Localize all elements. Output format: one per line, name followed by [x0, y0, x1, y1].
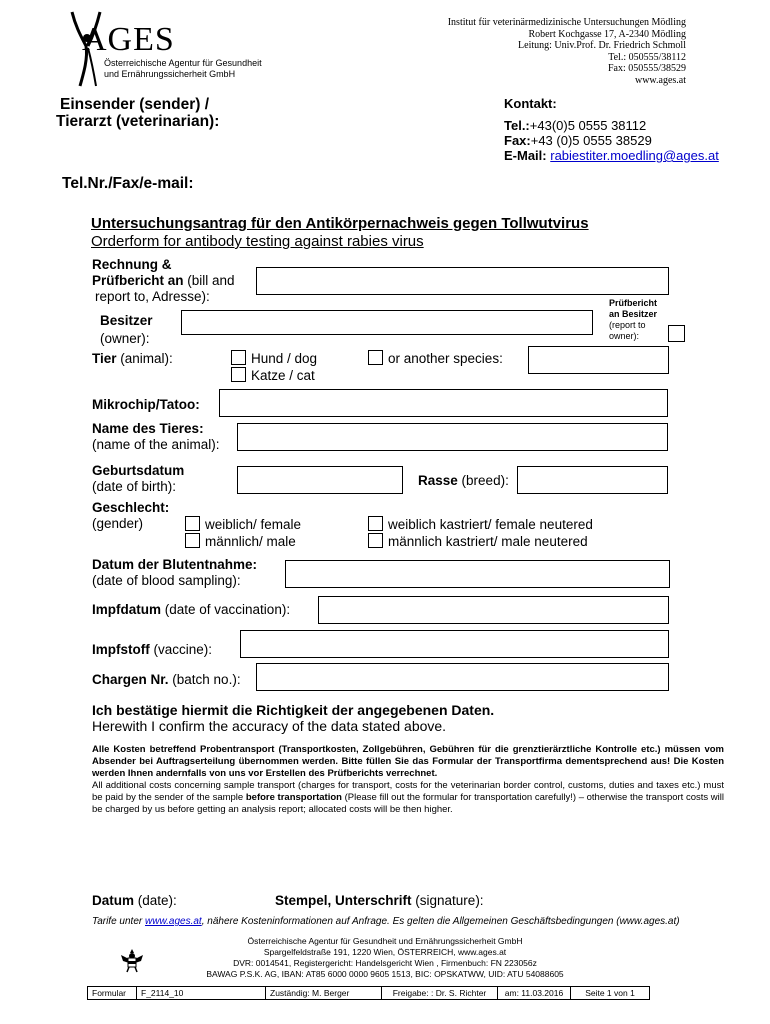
batch-label: Chargen Nr. (batch no.): — [92, 672, 241, 687]
breed-label: Rasse (breed): — [418, 473, 509, 488]
signature-label: Stempel, Unterschrift (signature): — [275, 893, 484, 908]
footer-date: am: 11.03.2016 — [498, 987, 571, 1000]
owner-label: Besitzer (owner): — [100, 313, 153, 346]
female-label: weiblich/ female — [205, 517, 302, 532]
vaccination-date-label: Impfdatum (date of vaccination): — [92, 602, 291, 617]
breed-field[interactable] — [517, 466, 668, 494]
animal-name-label: Name des Tieres: (name of the animal): — [92, 421, 220, 452]
microchip-field[interactable] — [219, 389, 668, 417]
footer-form-id: F_2114_10 — [137, 987, 266, 1000]
other-species-field[interactable] — [528, 346, 669, 374]
report-to-owner-label: Prüfbericht an Besitzer (report to owner): — [609, 298, 658, 341]
contact-info-label: Tel.Nr./Fax/e-mail: — [62, 175, 194, 192]
animal-name-field[interactable] — [237, 423, 668, 451]
sender-heading: Einsender (sender) / Tierarzt (veterinarian): — [56, 96, 220, 130]
cat-label: Katze / cat — [251, 368, 315, 383]
birth-date-label: Geburtsdatum (date of birth): — [92, 463, 185, 494]
dog-checkbox[interactable] — [231, 350, 246, 365]
austrian-eagle-icon — [120, 947, 144, 973]
gender-label: Geschlecht: (gender) — [92, 500, 170, 531]
female-neutered-label: weiblich kastriert/ female neutered — [388, 517, 593, 532]
footer-form-label: Formular — [88, 987, 137, 1000]
animal-label: Tier (animal): — [92, 351, 173, 366]
male-neutered-checkbox[interactable] — [368, 533, 383, 548]
female-checkbox[interactable] — [185, 516, 200, 531]
form-title-de: Untersuchungsantrag für den Antikörpernachweis gegen Tollwutvirus — [91, 215, 589, 232]
footer-approval: Freigabe: : Dr. S. Richter — [382, 987, 498, 1000]
logo-subtitle: Österreichische Agentur für Gesundheit und Ernährungssicherheit GmbH — [104, 58, 262, 79]
footer-page: Seite 1 von 1 — [571, 987, 650, 1000]
male-neutered-label: männlich kastriert/ male neutered — [388, 534, 588, 549]
costs-en-text: All additional costs concerning sample transport (charges for transport, costs for the veterinarian border control, customs, duties and taxes etc.) must be paid by the sender of the sample before transportation (Please fill out the formular for transportation carefully!) – otherwise the transport costs will be charged by us before getting an analysis report; allocated costs will be then higher. — [92, 780, 725, 815]
owner-field[interactable] — [181, 310, 593, 335]
batch-field[interactable] — [256, 663, 669, 691]
blood-sampling-field[interactable] — [285, 560, 670, 588]
other-species-checkbox[interactable] — [368, 350, 383, 365]
footer-responsible: Zuständig: M. Berger — [266, 987, 382, 1000]
bill-report-label: Rechnung & Prüfbericht an (bill and report to, Adresse): — [92, 257, 235, 304]
vaccination-date-field[interactable] — [318, 596, 669, 624]
vaccine-label: Impfstoff (vaccine): — [92, 642, 213, 657]
bill-address-field[interactable] — [256, 267, 669, 295]
date-label: Datum (date): — [92, 893, 177, 908]
tariff-link[interactable]: www.ages.at — [145, 916, 202, 927]
other-species-label: or another species: — [388, 351, 503, 366]
contact-email-link[interactable]: rabiestiter.moedling@ages.at — [550, 148, 719, 163]
logo-text: AGES — [82, 21, 175, 58]
blood-sampling-label: Datum der Blutentnahme: (date of blood sampling): — [92, 557, 258, 588]
company-info: Österreichische Agentur für Gesundheit und Ernährungssicherheit GmbH Spargelfeldstraße 191, 1220 Wien, ÖSTERREICH, www.ages.at DVR: 0014541, Registergericht: Handelsgericht Wien , Firmenbuch: FN 223056z BAWAG P.S.K. AG, IBAN: AT85 6000 0000 9605 1513, BIC: OPSKATWW, UID: ATU 54088605 — [206, 936, 564, 979]
vaccine-field[interactable] — [240, 630, 669, 658]
cat-checkbox[interactable] — [231, 367, 246, 382]
confirmation-text: Ich bestätige hiermit die Richtigkeit der angegebenen Daten. Herewith I confirm the accuracy of the data stated above. — [92, 702, 495, 734]
form-title-en: Orderform for antibody testing against rabies virus — [91, 233, 424, 250]
dog-label: Hund / dog — [251, 351, 318, 366]
male-label: männlich/ male — [205, 534, 296, 549]
birth-date-field[interactable] — [237, 466, 403, 494]
tariff-note: Tarife unter www.ages.at, nähere Kosteninformationen auf Anfrage. Es gelten die Allgemeinen Geschäftsbedingungen (www.ages.at) — [92, 916, 680, 927]
report-to-owner-checkbox[interactable] — [668, 325, 685, 342]
male-checkbox[interactable] — [185, 533, 200, 548]
microchip-label: Mikrochip/Tatoo: — [92, 397, 200, 412]
document-footer-table — [87, 986, 650, 1000]
contact-block: Kontakt: Tel.:+43(0)5 0555 38112 Fax:+43 (0)5 0555 38529 E-Mail: rabiestiter.moedling@ages.at — [504, 96, 719, 163]
female-neutered-checkbox[interactable] — [368, 516, 383, 531]
institute-address: Institut für veterinärmedizinische Untersuchungen Mödling Robert Kochgasse 17, A-2340 Mödling Leitung: Univ.Prof. Dr. Friedrich Schmoll Tel.: 050555/38112 Fax: 050555/38529 www.ages.at — [447, 17, 686, 86]
costs-de-text: Alle Kosten betreffend Probentransport (Transportkosten, Zollgebühren, Gebühren für die grenztierärztliche Kontrolle etc.) müssen vom Absender bei Auftragserteilung übernommen werden. Bitte füllen Sie das Formular der Transportfirma dementsprechend aus! Die Kosten werden Ihnen andernfalls von uns vor Erstellen des Prüfberichts verrechnet. — [92, 744, 724, 779]
